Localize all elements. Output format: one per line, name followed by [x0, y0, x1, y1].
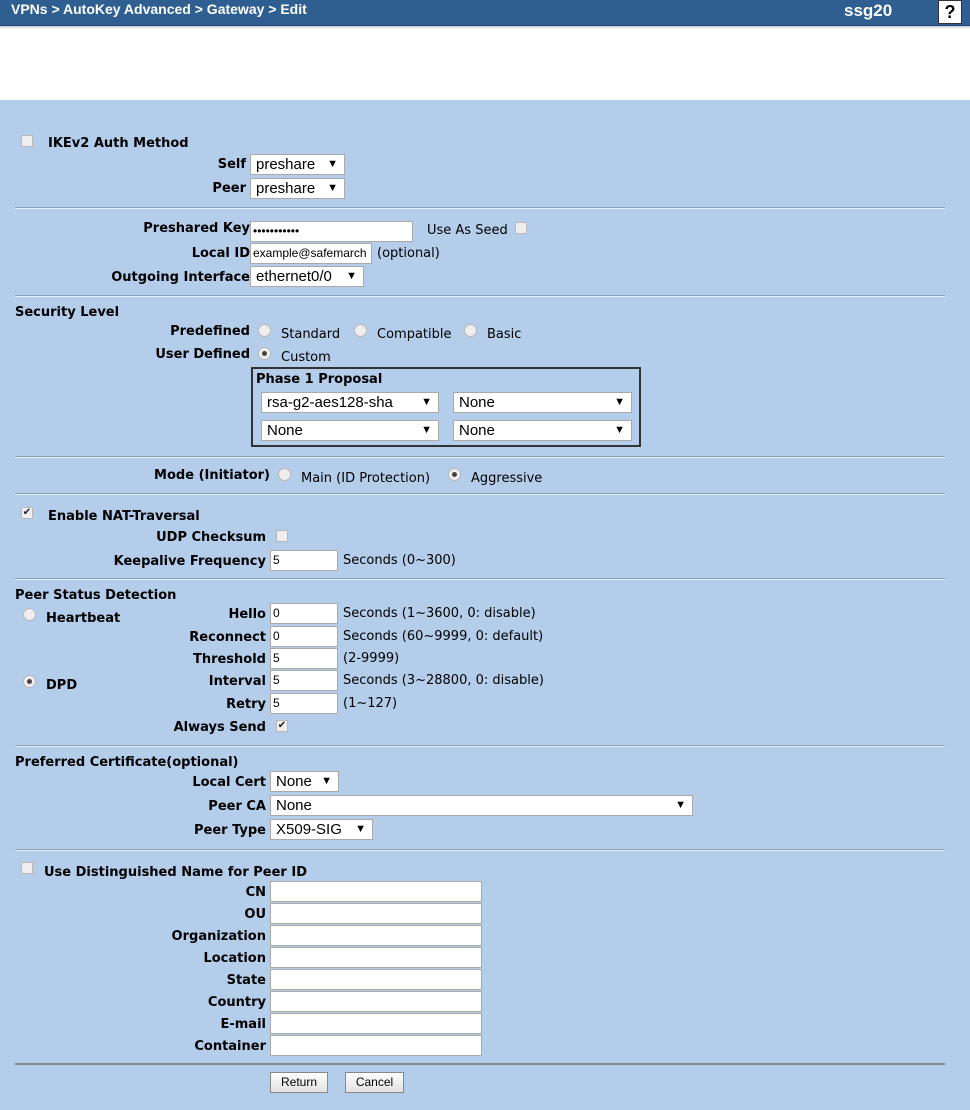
threshold-unit: (2-9999) — [343, 651, 400, 666]
peer-type-label: Peer Type — [193, 823, 266, 838]
heartbeat-radio[interactable] — [23, 608, 36, 621]
peer-type-value: X509-SIG — [276, 821, 342, 838]
threshold-label: Threshold — [192, 652, 266, 667]
divider — [15, 578, 945, 580]
phase1-proposal-select-1[interactable] — [261, 392, 439, 413]
always-send-label: Always Send — [173, 720, 266, 735]
preshared-key-label: Preshared Key — [143, 221, 250, 236]
reconnect-label: Reconnect — [189, 630, 266, 645]
local-cert-select[interactable] — [270, 771, 339, 792]
local-id-hint: (optional) — [377, 246, 440, 261]
phase1-proposal-select-3[interactable] — [261, 420, 439, 441]
dn-label-cn: CN — [245, 885, 266, 900]
dpd-label: DPD — [46, 678, 78, 693]
security-level-title: Security Level — [15, 305, 120, 320]
peer-label: Peer — [212, 181, 246, 196]
divider — [15, 207, 945, 209]
dn-input-email[interactable] — [270, 1013, 482, 1034]
hello-label: Hello — [228, 607, 266, 622]
keepalive-unit: Seconds (0~300) — [343, 553, 456, 568]
main-mode-radio[interactable] — [278, 468, 291, 481]
divider — [15, 493, 945, 495]
basic-label: Basic — [487, 327, 522, 342]
compatible-radio[interactable] — [354, 324, 367, 337]
retry-label: Retry — [226, 697, 266, 712]
basic-radio[interactable] — [464, 324, 477, 337]
phase1-proposal-value-1: rsa-g2-aes128-sha — [267, 394, 393, 411]
local-cert-label: Local Cert — [192, 775, 266, 790]
chevron-down-icon: ▼ — [355, 823, 366, 835]
user-defined-label: User Defined — [155, 347, 250, 362]
dn-input-country[interactable] — [270, 991, 482, 1012]
use-as-seed-checkbox[interactable] — [515, 222, 527, 234]
nat-traversal-label: Enable NAT-Traversal — [48, 509, 200, 524]
self-select-value: preshare — [256, 156, 316, 173]
main-mode-label: Main (ID Protection) — [301, 471, 431, 486]
phase1-proposal-select-2[interactable] — [453, 392, 632, 413]
peer-select[interactable] — [250, 178, 345, 199]
dn-input-state[interactable] — [270, 969, 482, 990]
interval-input[interactable]: 5 — [270, 670, 338, 691]
title-shadow — [0, 26, 970, 29]
peer-type-select[interactable] — [270, 819, 373, 840]
dpd-radio[interactable] — [23, 675, 36, 688]
return-button[interactable]: Return — [270, 1072, 328, 1093]
reconnect-input[interactable]: 0 — [270, 626, 338, 647]
divider — [15, 456, 945, 458]
keepalive-input[interactable]: 5 — [270, 550, 338, 571]
dn-label-email: E-mail — [220, 1017, 266, 1032]
heartbeat-label: Heartbeat — [46, 611, 121, 626]
retry-input[interactable]: 5 — [270, 693, 338, 714]
dn-input-organization[interactable] — [270, 925, 482, 946]
divider — [15, 295, 945, 297]
ikev2-label: IKEv2 Auth Method — [48, 136, 189, 151]
local-id-input[interactable]: example@safemarch — [250, 243, 372, 264]
hello-unit: Seconds (1~3600, 0: disable) — [343, 606, 536, 621]
dn-label-country: Country — [207, 995, 266, 1010]
self-label: Self — [217, 157, 246, 172]
dn-input-location[interactable] — [270, 947, 482, 968]
dn-label-state: State — [226, 973, 266, 988]
mode-initiator-label: Mode (Initiator) — [154, 468, 270, 483]
chevron-down-icon: ▼ — [614, 396, 625, 408]
gateway-form-panel — [0, 100, 970, 1110]
aggressive-mode-label: Aggressive — [471, 471, 543, 486]
dn-label-container: Container — [194, 1039, 266, 1054]
preshared-key-input[interactable]: ••••••••••• — [250, 221, 413, 242]
ikev2-checkbox[interactable] — [21, 135, 33, 147]
chevron-down-icon: ▼ — [421, 424, 432, 436]
chevron-down-icon: ▼ — [421, 396, 432, 408]
threshold-input[interactable]: 5 — [270, 648, 338, 669]
outgoing-interface-select[interactable] — [250, 266, 364, 287]
preferred-certificate-title: Preferred Certificate(optional) — [15, 755, 239, 770]
phase1-proposal-value-4: None — [459, 422, 495, 439]
divider — [15, 745, 945, 747]
peer-ca-label: Peer CA — [208, 799, 266, 814]
aggressive-mode-radio[interactable] — [448, 468, 461, 481]
device-name: ssg20 — [844, 1, 893, 20]
interval-label: Interval — [208, 674, 266, 689]
standard-label: Standard — [281, 327, 341, 342]
divider — [15, 849, 945, 851]
dn-label-organization: Organization — [171, 929, 266, 944]
self-select[interactable] — [250, 154, 345, 175]
phase1-proposal-title: Phase 1 Proposal — [256, 372, 383, 387]
dn-label-ou: OU — [244, 907, 266, 922]
dn-input-container[interactable] — [270, 1035, 482, 1056]
standard-radio[interactable] — [258, 324, 271, 337]
nat-traversal-checkbox[interactable]: ✔ — [22, 507, 32, 518]
chevron-down-icon: ▼ — [327, 158, 338, 170]
retry-unit: (1~127) — [343, 696, 398, 711]
interval-unit: Seconds (3~28800, 0: disable) — [343, 673, 544, 688]
help-icon[interactable]: ? — [938, 0, 962, 24]
cancel-button[interactable]: Cancel — [345, 1072, 404, 1093]
peer-ca-select[interactable] — [270, 795, 693, 816]
udp-checksum-label: UDP Checksum — [156, 530, 266, 545]
chevron-down-icon: ▼ — [614, 424, 625, 436]
udp-checksum-checkbox[interactable] — [276, 530, 288, 542]
phase1-proposal-value-3: None — [267, 422, 303, 439]
chevron-down-icon: ▼ — [327, 182, 338, 194]
phase1-proposal-value-2: None — [459, 394, 495, 411]
dn-label-location: Location — [203, 951, 266, 966]
predefined-label: Predefined — [170, 324, 250, 339]
chevron-down-icon: ▼ — [346, 270, 357, 282]
dn-input-ou[interactable] — [270, 903, 482, 924]
breadcrumb: VPNs > AutoKey Advanced > Gateway > Edit — [11, 1, 307, 17]
always-send-checkbox[interactable]: ✔ — [277, 720, 287, 731]
peer-status-detection-title: Peer Status Detection — [15, 588, 177, 603]
peer-select-value: preshare — [256, 180, 316, 197]
reconnect-unit: Seconds (60~9999, 0: default) — [343, 629, 544, 644]
chevron-down-icon: ▼ — [675, 799, 686, 811]
outgoing-interface-value: ethernet0/0 — [256, 268, 332, 285]
compatible-label: Compatible — [377, 327, 452, 342]
peer-ca-value: None — [276, 797, 312, 814]
use-dn-checkbox[interactable] — [21, 862, 33, 874]
hello-input[interactable]: 0 — [270, 603, 338, 624]
use-dn-label: Use Distinguished Name for Peer ID — [44, 865, 307, 880]
local-cert-value: None — [276, 773, 312, 790]
phase1-proposal-select-4[interactable] — [453, 420, 632, 441]
dn-input-cn[interactable] — [270, 881, 482, 902]
chevron-down-icon: ▼ — [321, 775, 332, 787]
custom-label: Custom — [281, 350, 331, 365]
use-as-seed-label: Use As Seed — [427, 223, 508, 238]
keepalive-label: Keepalive Frequency — [113, 554, 266, 569]
custom-radio[interactable] — [258, 347, 271, 360]
local-id-label: Local ID — [191, 246, 250, 261]
outgoing-interface-label: Outgoing Interface — [111, 270, 250, 285]
bottom-divider — [15, 1063, 945, 1065]
